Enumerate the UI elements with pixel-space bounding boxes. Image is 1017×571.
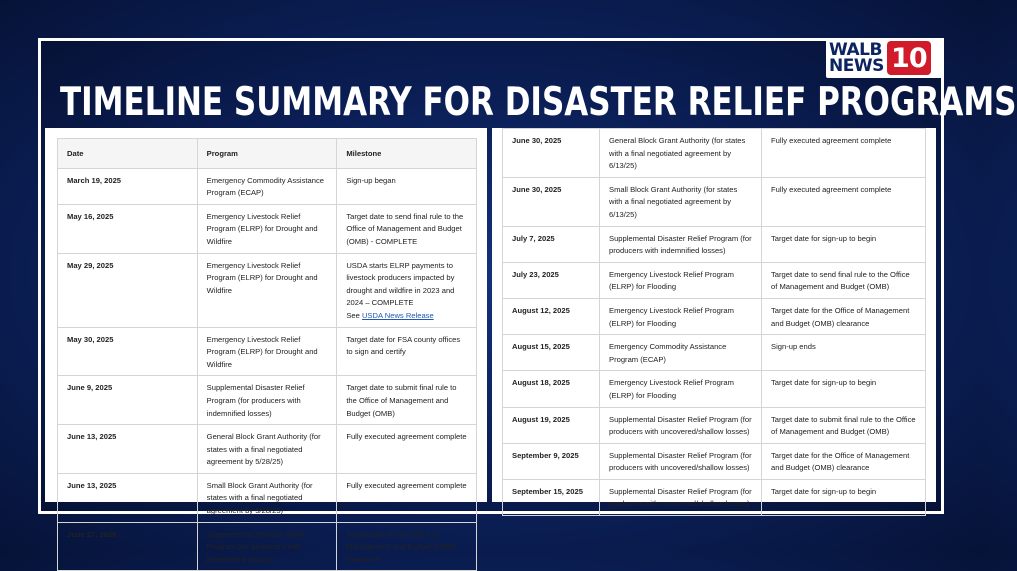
logo-line-news: NEWS bbox=[829, 56, 884, 76]
table-row bbox=[503, 226, 926, 262]
milestone-text: Target date to submit final rule to the Office of Management and Budget (OMB) bbox=[346, 383, 457, 418]
news-release-link[interactable]: USDA News Release bbox=[361, 310, 434, 320]
table-row bbox=[503, 443, 926, 479]
milestone-text: Target date for sign-up to begin bbox=[771, 378, 877, 388]
timeline-table bbox=[502, 128, 926, 516]
cell-milestone bbox=[762, 298, 926, 334]
cell-program: General Block Grant Authority (for states with a final negotiated agreement by 6/13/25) bbox=[600, 129, 762, 178]
cell-milestone bbox=[337, 473, 477, 522]
cell-date: July 23, 2025 bbox=[503, 262, 600, 298]
cell-milestone bbox=[762, 407, 926, 443]
timeline-table-body bbox=[58, 168, 477, 571]
cell-milestone bbox=[337, 376, 477, 425]
milestone-text: Target date for the Office of Management and Budget (OMB) clearance bbox=[346, 529, 457, 564]
header-milestone: Milestone bbox=[337, 139, 477, 169]
milestone-text: Target date for the Office of Management and Budget (OMB) clearance bbox=[771, 450, 910, 473]
milestone-text: Target date to send final rule to the Office of Management and Budget (OMB) - COMPLETE bbox=[346, 211, 464, 246]
cell-milestone bbox=[762, 371, 926, 407]
cell-date: July 7, 2025 bbox=[503, 226, 600, 262]
table-row bbox=[503, 371, 926, 407]
cell-date: June 13, 2025 bbox=[58, 425, 198, 474]
milestone-text: USDA starts ELRP payments to livestock producers impacted by drought and wildfire in 2023 and 2024 – COMPLETE bbox=[346, 260, 455, 308]
header-date: Date bbox=[58, 139, 198, 169]
cell-date: June 9, 2025 bbox=[58, 376, 198, 425]
milestone-text: Target date to submit final rule to the Office of Management and Budget (OMB) bbox=[771, 414, 916, 437]
cell-milestone bbox=[337, 327, 477, 376]
cell-program: Emergency Livestock Relief Program (ELRP) for Drought and Wildfire bbox=[197, 327, 337, 376]
cell-program: General Block Grant Authority (for states with a final negotiated agreement by 5/28/25) bbox=[197, 425, 337, 474]
cell-date: September 15, 2025 bbox=[503, 479, 600, 515]
table-row bbox=[503, 262, 926, 298]
cell-date: May 16, 2025 bbox=[58, 204, 198, 253]
table-row bbox=[58, 327, 477, 376]
milestone-text: Fully executed agreement complete bbox=[346, 432, 467, 442]
table-row bbox=[58, 168, 477, 204]
cell-milestone bbox=[337, 253, 477, 327]
milestone-text: Sign-up ends bbox=[771, 342, 816, 352]
table-row bbox=[58, 522, 477, 571]
timeline-table-right bbox=[492, 128, 936, 509]
cell-date: August 19, 2025 bbox=[503, 407, 600, 443]
cell-program: Supplemental Disaster Relief Program (for producers with indemnified losses) bbox=[197, 522, 337, 571]
cell-program: Small Block Grant Authority (for states with a final negotiated agreement by 5/28/25) bbox=[197, 473, 337, 522]
table-row bbox=[58, 425, 477, 474]
cell-milestone bbox=[762, 177, 926, 226]
cell-program: Emergency Livestock Relief Program (ELRP) for Drought and Wildfire bbox=[197, 204, 337, 253]
cell-program: Emergency Livestock Relief Program (ELRP) for Flooding bbox=[600, 298, 762, 334]
cell-milestone bbox=[337, 522, 477, 571]
timeline-table-left bbox=[45, 128, 487, 564]
table-row bbox=[503, 129, 926, 178]
milestone-text: Fully executed agreement complete bbox=[346, 480, 467, 490]
cell-date: March 19, 2025 bbox=[58, 168, 198, 204]
cell-date: August 12, 2025 bbox=[503, 298, 600, 334]
milestone-text: Fully executed agreement complete bbox=[771, 184, 892, 194]
cell-date: June 13, 2025 bbox=[58, 473, 198, 522]
table-row bbox=[58, 253, 477, 327]
timeline-table-body bbox=[503, 129, 926, 516]
milestone-text: Sign-up began bbox=[346, 175, 396, 185]
cell-date: August 15, 2025 bbox=[503, 335, 600, 371]
cell-date: September 9, 2025 bbox=[503, 443, 600, 479]
table-header-row bbox=[58, 139, 477, 169]
timeline-table bbox=[57, 138, 477, 571]
header-program: Program bbox=[197, 139, 337, 169]
cell-program: Supplemental Disaster Relief Program (for producers with uncovered/shallow losses) bbox=[600, 479, 762, 515]
cell-program: Small Block Grant Authority (for states with a final negotiated agreement by 6/13/25) bbox=[600, 177, 762, 226]
table-row bbox=[503, 335, 926, 371]
cell-date: May 30, 2025 bbox=[58, 327, 198, 376]
cell-program: Emergency Livestock Relief Program (ELRP) for Flooding bbox=[600, 371, 762, 407]
logo-wordmark bbox=[829, 39, 884, 76]
table-row bbox=[58, 204, 477, 253]
table-row bbox=[58, 473, 477, 522]
cell-date: June 30, 2025 bbox=[503, 129, 600, 178]
milestone-text: Target date for sign-up to begin bbox=[771, 486, 877, 496]
milestone-prefix: See bbox=[346, 310, 360, 320]
logo-line-walb: WALB bbox=[829, 39, 882, 60]
cell-program: Supplemental Disaster Relief Program (for producers with indemnified losses) bbox=[600, 226, 762, 262]
cell-program: Supplemental Disaster Relief Program (for producers with uncovered/shallow losses) bbox=[600, 407, 762, 443]
cell-program: Supplemental Disaster Relief Program (for producers with uncovered/shallow losses) bbox=[600, 443, 762, 479]
table-row bbox=[503, 298, 926, 334]
milestone-text: Target date for FSA county offices to sign and certify bbox=[346, 334, 461, 357]
cell-date: May 29, 2025 bbox=[58, 253, 198, 327]
table-row bbox=[503, 177, 926, 226]
logo-channel-number: 10 bbox=[887, 41, 931, 75]
cell-date: June 27, 2025 bbox=[58, 522, 198, 571]
cell-milestone bbox=[762, 479, 926, 515]
cell-milestone bbox=[762, 226, 926, 262]
station-logo bbox=[826, 38, 942, 78]
cell-milestone bbox=[337, 168, 477, 204]
milestone-text: Target date to send final rule to the Office of Management and Budget (OMB) bbox=[771, 269, 910, 292]
cell-milestone bbox=[337, 204, 477, 253]
cell-program: Emergency Livestock Relief Program (ELRP) for Drought and Wildfire bbox=[197, 253, 337, 327]
cell-program: Emergency Commodity Assistance Program (ECAP) bbox=[600, 335, 762, 371]
cell-program: Emergency Commodity Assistance Program (ECAP) bbox=[197, 168, 337, 204]
cell-milestone bbox=[337, 425, 477, 474]
milestone-text: Fully executed agreement complete bbox=[771, 136, 892, 145]
cell-program: Emergency Livestock Relief Program (ELRP) for Flooding bbox=[600, 262, 762, 298]
table-row bbox=[58, 376, 477, 425]
milestone-text: Target date for sign-up to begin bbox=[771, 233, 877, 243]
table-row bbox=[503, 479, 926, 515]
milestone-text: Target date for the Office of Management and Budget (OMB) clearance bbox=[771, 305, 910, 328]
headline: TIMELINE SUMMARY FOR DISASTER RELIEF PROGRAMS bbox=[60, 80, 1017, 125]
cell-milestone bbox=[762, 443, 926, 479]
cell-date: June 30, 2025 bbox=[503, 177, 600, 226]
cell-milestone bbox=[762, 262, 926, 298]
cell-milestone bbox=[762, 129, 926, 178]
table-row bbox=[503, 407, 926, 443]
cell-date: August 18, 2025 bbox=[503, 371, 600, 407]
cell-milestone bbox=[762, 335, 926, 371]
cell-program: Supplemental Disaster Relief Program (for producers with indemnified losses) bbox=[197, 376, 337, 425]
